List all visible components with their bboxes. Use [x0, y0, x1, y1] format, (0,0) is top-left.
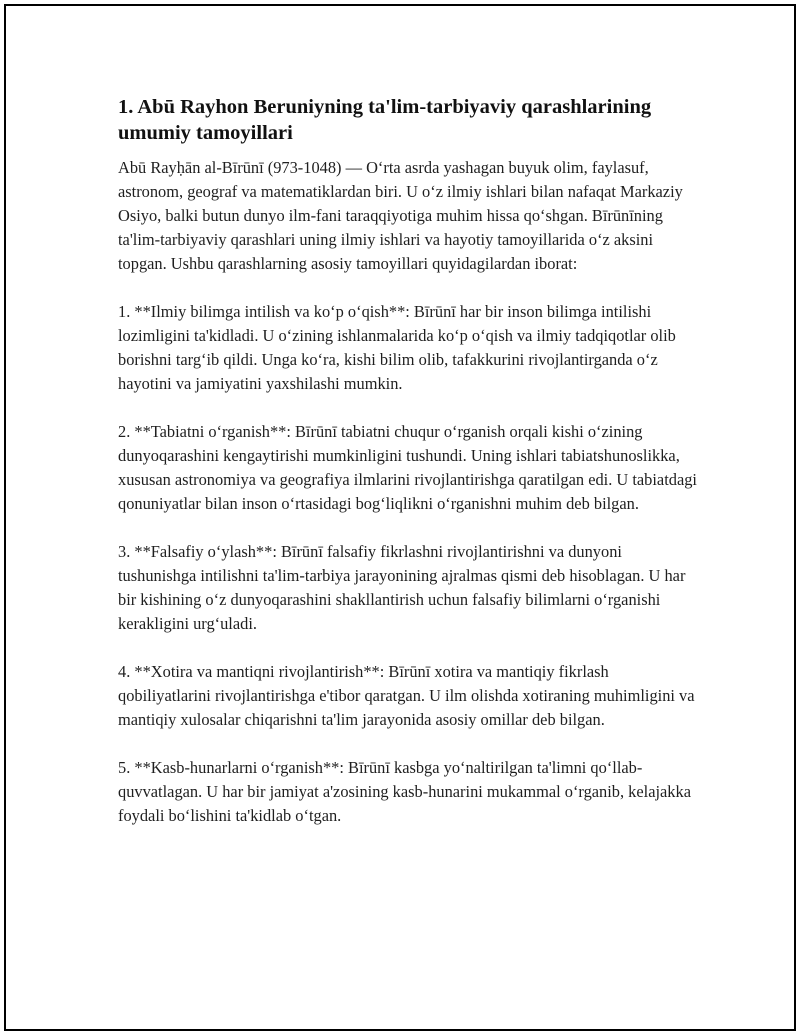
- intro-paragraph: Abū Rayḥān al-Bīrūnī (973-1048) — O‘rta asrda yashagan buyuk olim, faylasuf, astronom, geograf va matematiklardan biri. U o‘z ilmiy ishlari bilan nafaqat Markaziy Osiyo, balki butun dunyo ilm-fani taraqqiyotiga muhim hissa qo‘shgan. Bīrūnīning ta'lim-tarbiyaviy qarashlari uning ilmiy ishlari va hayotiy tamoyillarida o‘z aksini topgan. Ushbu qarashlarning asosiy tamoyillari quyidagilardan iborat:: [118, 158, 683, 273]
- principle-4-paragraph: 4. **Xotira va mantiqni rivojlantirish**: Bīrūnī xotira va mantiqiy fikrlash qobiliyatlarini rivojlantirishga e'tibor qaratgan. U ilm olishda xotiraning muhimligini va mantiqiy xulosalar chiqarishni ta'lim jarayonida asosiy omillar deb bilgan.: [118, 662, 695, 729]
- principle-5-paragraph: 5. **Kasb-hunarlarni o‘rganish**: Bīrūnī kasbga yo‘naltirilgan ta'limni qo‘llab-quvvatlagan. U har bir jamiyat a'zosining kasb-hunarini mukammal o‘rganib, kelajakka foydali bo‘lishini ta'kidlab o‘tgan.: [118, 758, 691, 825]
- principle-3-paragraph: 3. **Falsafiy o‘ylash**: Bīrūnī falsafiy fikrlashni rivojlantirishni va dunyoni tushunishga intilishni ta'lim-tarbiya jarayonining ajralmas qismi deb hisoblagan. U har bir kishining o‘z dunyoqarashini shakllantirish uchun falsafiy bilimlarni o‘rganishi kerakligini urg‘uladi.: [118, 542, 686, 633]
- document-title: 1. Abū Rayhon Beruniyning ta'lim-tarbiyaviy qarashlarining umumiy tamoyillari: [118, 96, 652, 144]
- document-body: [118, 94, 698, 852]
- principle-1-paragraph: 1. **Ilmiy bilimga intilish va ko‘p o‘qish**: Bīrūnī har bir inson bilimga intilishi lozimligini ta'kidladi. U o‘zining ishlanmalarida ko‘p o‘qish va ilmiy tadqiqotlar olib borishni targ‘ib qildi. Unga ko‘ra, kishi bilim olib, tafakkurini rivojlantirganda o‘z hayotini va jamiyatini yaxshilashi mumkin.: [118, 302, 676, 393]
- principle-2-paragraph: 2. **Tabiatni o‘rganish**: Bīrūnī tabiatni chuqur o‘rganish orqali kishi o‘zining dunyoqarashini kengaytirishi mumkinligini tushundi. Uning ishlari tabiatshunoslikka, xususan astronomiya va geografiya ilmlarini rivojlantirishga qaratilgan edi. U tabiatdagi qonuniyatlar bilan inson o‘rtasidagi bog‘liqlikni o‘rganishni muhim deb bilgan.: [118, 422, 697, 513]
